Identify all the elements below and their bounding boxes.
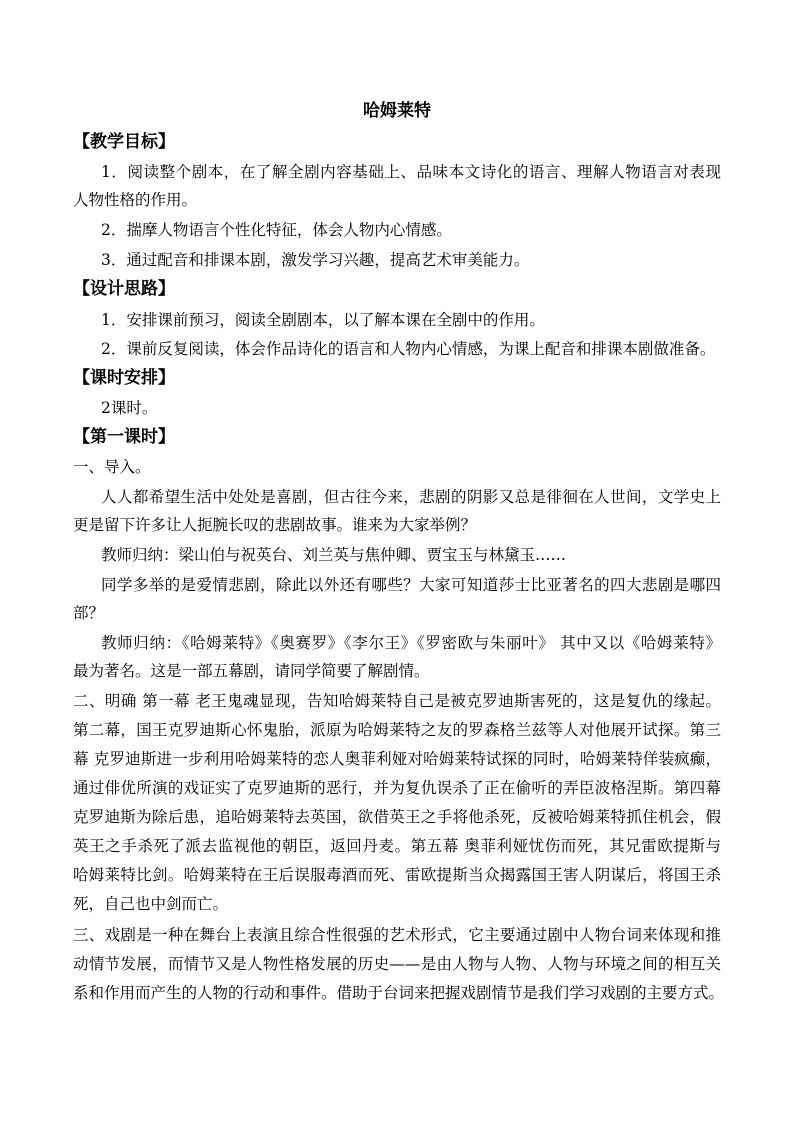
goals-paragraph-2: 2．揣摩人物语言个性化特征，体会人物内心情感。 — [101, 221, 452, 239]
heading-design-ideas: 【设计思路】 — [73, 279, 175, 299]
drama-line-1: 三、戏剧是一种在舞台上表演且综合性很强的艺术形式，它主要通过剧中人物台词来体现和推 — [73, 926, 721, 944]
question-line-2: 部？ — [73, 604, 105, 622]
intro-line-1: 人人都希望生活中处处是喜剧，但古往今来，悲剧的阴影又总是徘徊在人世间，文学史上 — [101, 488, 721, 506]
plot-line-6: 英王之手杀死了派去监视他的朝臣，返回丹麦。第五幕 奥菲利娅忧伤而死，其兄雷欧提斯与 — [73, 837, 721, 855]
teacher-summary-2-line-1: 教师归纳：《哈姆莱特》《奥赛罗》《李尔王》《罗密欧与朱丽叶》 其中又以《哈姆莱特》 — [101, 634, 721, 652]
goals-paragraph-1-line-1: 1．阅读整个剧本，在了解全剧内容基础上、品味本文诗化的语言、理解人物语言对表现 — [101, 163, 721, 181]
drama-line-2: 动情节发展，而情节又是人物性格发展的历史——是由人物与人物、人物与环境之间的相互关 — [73, 955, 721, 973]
drama-line-3: 系和作用而产生的人物的行动和事件。借助于台词来把握戏剧情节是我们学习戏剧的主要方式。 — [73, 984, 725, 1002]
plot-line-8: 死，自己也中剑而亡。 — [73, 895, 229, 913]
question-line-1: 同学多举的是爱情悲剧，除此以外还有哪些？大家可知道莎士比亚著名的四大悲剧是哪四 — [101, 576, 721, 594]
plot-line-3: 幕 克罗迪斯进一步利用哈姆莱特的恋人奥菲利娅对哈姆莱特试探的同时，哈姆莱特佯装疯癫， — [73, 750, 721, 768]
goals-paragraph-1-line-2: 人物性格的作用。 — [73, 191, 198, 209]
plot-line-5: 克罗迪斯为除后患，追哈姆莱特去英国，欲借英王之手将他杀死，反被哈姆莱特抓住机会，假 — [73, 808, 721, 826]
heading-first-lesson: 【第一课时】 — [73, 427, 175, 447]
goals-paragraph-3: 3．通过配音和排课本剧，激发学习兴趣，提高艺术审美能力。 — [101, 251, 530, 269]
heading-teaching-goals: 【教学目标】 — [73, 132, 175, 152]
design-paragraph-1: 1．安排课前预习，阅读全剧剧本，以了解本课在全剧中的作用。 — [101, 311, 545, 329]
page-title: 哈姆莱特 — [363, 101, 431, 121]
design-paragraph-2: 2．课前反复阅读，体会作品诗化的语言和人物内心情感，为课上配音和排课本剧做准备。 — [101, 340, 716, 358]
schedule-paragraph: 2课时。 — [101, 399, 158, 417]
plot-line-2: 第二幕，国王克罗迪斯心怀鬼胎，派原为哈姆莱特之友的罗森格兰兹等人对他展开试探。第三 — [73, 721, 721, 739]
teacher-summary-1: 教师归纳：梁山伯与祝英台、刘兰英与焦仲卿、贾宝玉与林黛玉…… — [101, 546, 567, 564]
intro-title: 一、导入。 — [73, 458, 151, 476]
plot-line-1: 二、明确 第一幕 老王鬼魂显现，告知哈姆莱特自己是被克罗迪斯害死的，这是复仇的缘起。 — [73, 692, 721, 710]
plot-line-4: 通过俳优所演的戏证实了克罗迪斯的恶行，并为复仇误杀了正在偷听的弄臣波格涅斯。第四幕 — [73, 779, 721, 797]
intro-line-2: 更是留下许多让人扼腕长叹的悲剧故事。谁来为大家举例？ — [73, 516, 477, 534]
plot-line-7: 哈姆莱特比剑。哈姆莱特在王后误服毒酒而死、雷欧提斯当众揭露国王害人阴谋后，将国王杀 — [73, 866, 721, 884]
teacher-summary-2-line-2: 最为著名。这是一部五幕剧，请同学简要了解剧情。 — [73, 662, 430, 680]
heading-schedule: 【课时安排】 — [73, 368, 175, 388]
